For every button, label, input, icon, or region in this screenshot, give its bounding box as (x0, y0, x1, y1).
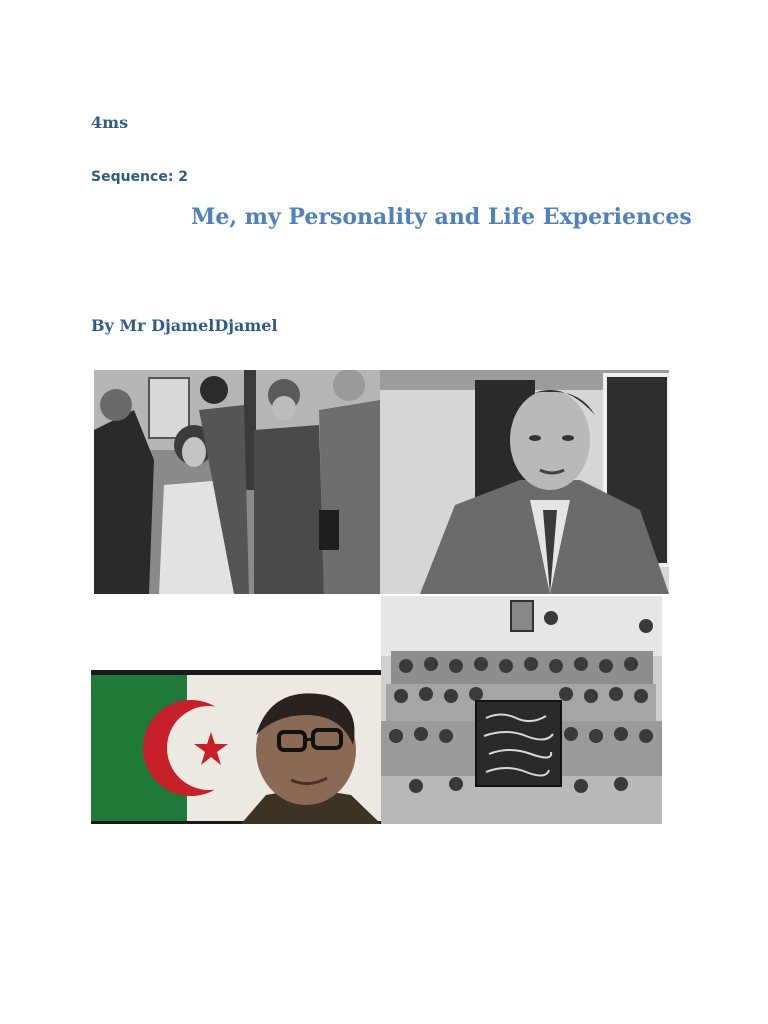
man-portrait-photo (380, 370, 669, 594)
sequence-label: Sequence: 2 (91, 169, 189, 185)
level-label: 4ms (91, 113, 129, 132)
school-class-photo (381, 596, 662, 824)
document-title: Me, my Personality and Life Experiences (191, 204, 692, 230)
group-arrest-photo (94, 370, 380, 594)
flag-portrait-photo (91, 670, 381, 824)
author-line: By Mr DjamelDjamel (91, 316, 278, 335)
